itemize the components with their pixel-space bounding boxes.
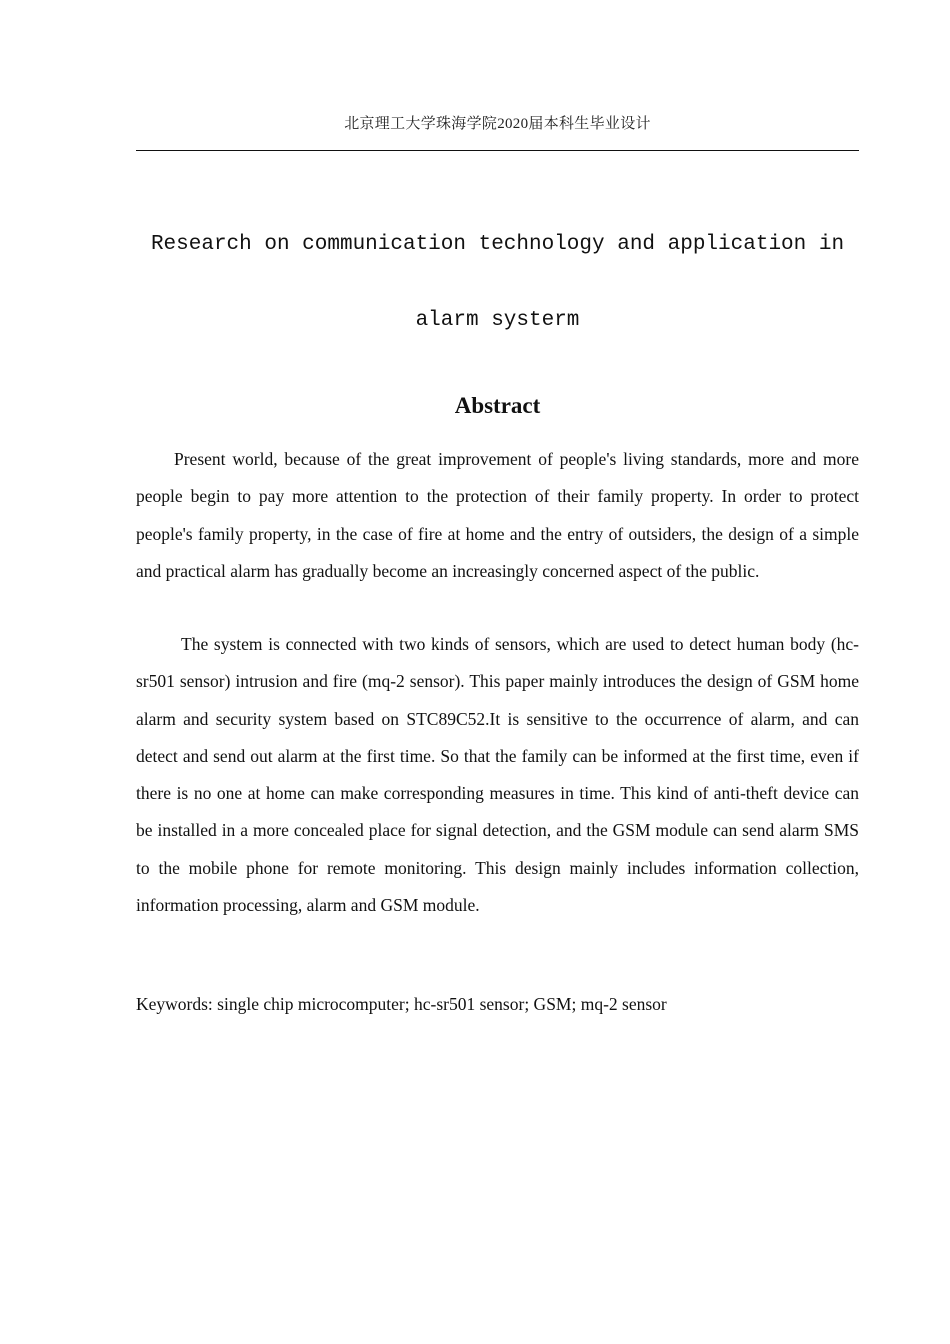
title-line-2: alarm systerm [415,309,580,332]
title-line-1: Research on communication technology and application in [150,233,845,256]
abstract-paragraph-2: The system is connected with two kinds of sensors, which are used to detect human body (hc-sr501 sensor) intrusion and fire (mq-2 sensor). This paper mainly introduces the design of GSM home alarm and security system based on STC89C52.It is sensitive to the occurrence of alarm, and can detect and send out alarm at the first time. So that the family can be informed at the first time, even if there is no one at home can make corresponding measures in time. This kind of anti-theft device can be installed in a more concealed place for signal detection, and the GSM module can send alarm SMS to the mobile phone for remote monitoring. This design mainly includes information collection, information processing, alarm and GSM module. [136,634,859,916]
abstract-heading: Abstract [454,393,541,418]
keywords-line: Keywords: single chip microcomputer; hc-sr501 sensor; GSM; mq-2 sensor [136,994,667,1014]
page-header: 北京理工大学珠海学院2020届本科生毕业设计 [344,116,651,132]
abstract-paragraph-1: Present world, because of the great improvement of people's living standards, more and more people begin to pay more attention to the protection of their family property. In order to protect people's family property, in the case of fire at home and the entry of outsiders, the design of a simple and practical alarm has gradually become an increasingly concerned aspect of the public. [136,449,859,581]
header-divider [136,150,859,151]
